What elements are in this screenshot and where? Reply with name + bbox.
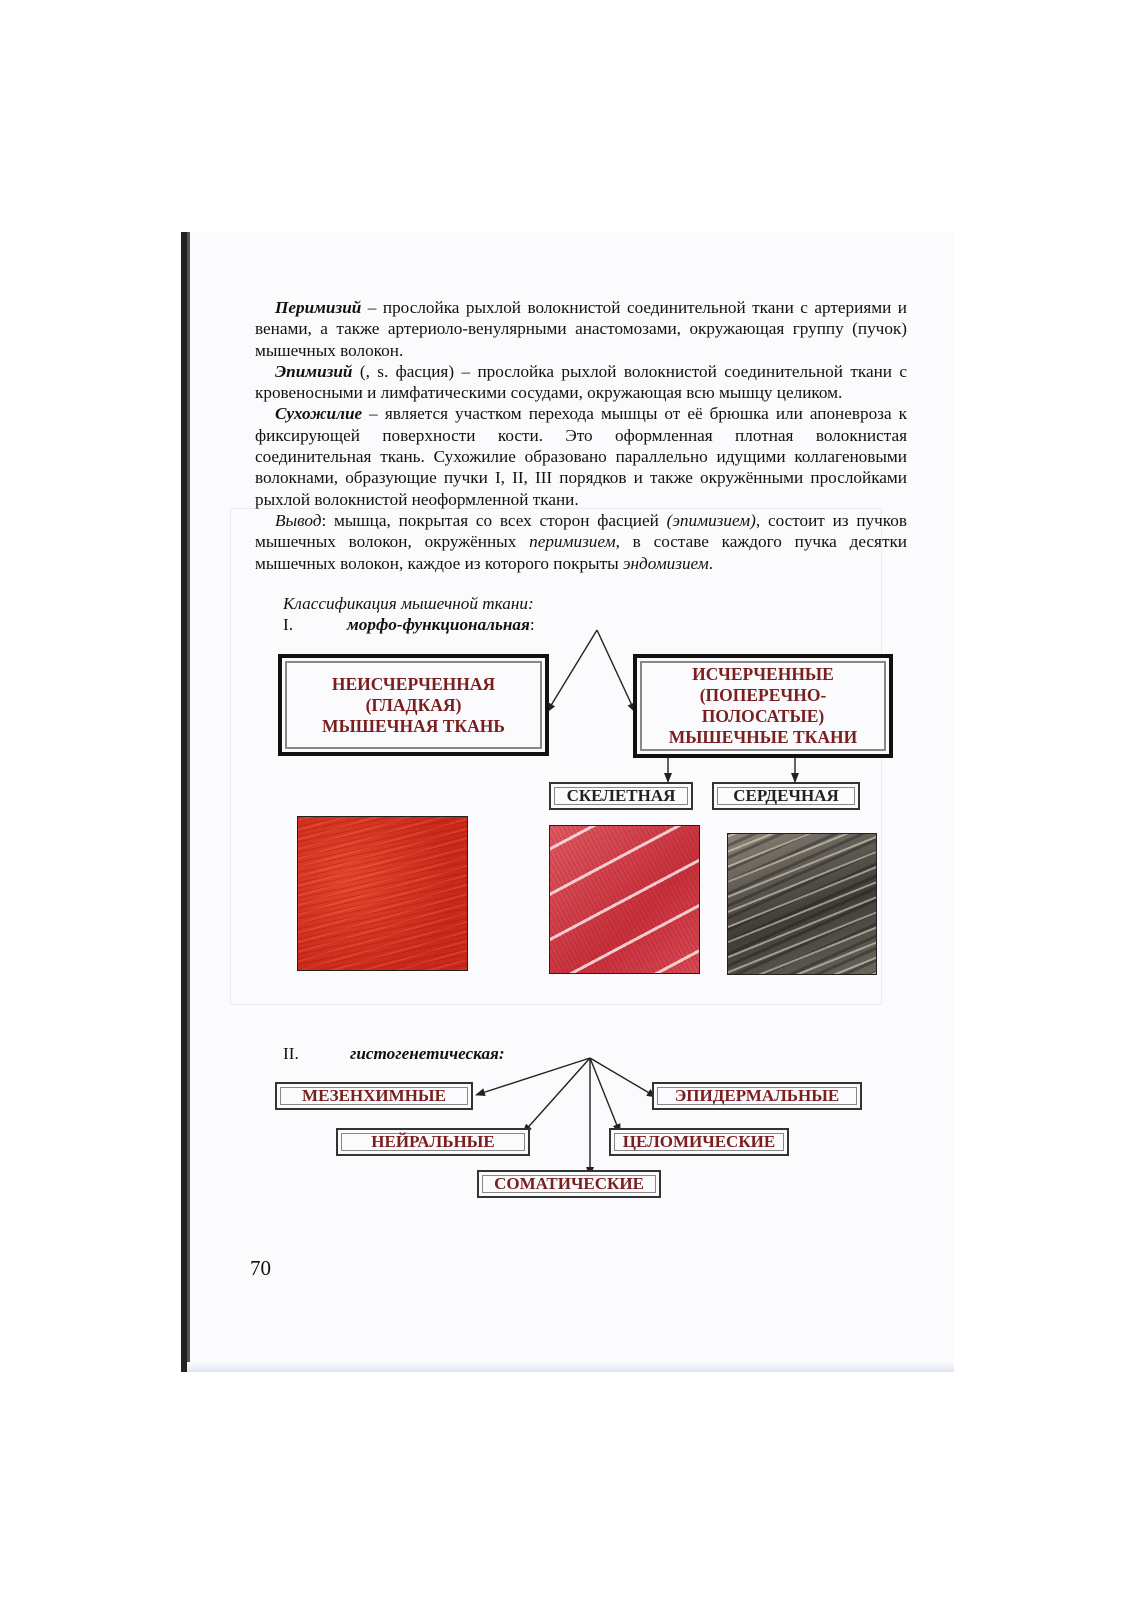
smooth-muscle-micrograph [297, 816, 468, 971]
coelomic-label: ЦЕЛОМИЧЕСКИЕ [622, 1132, 776, 1151]
classification-i-number: I. [283, 615, 294, 634]
classification-ii-number: II. [283, 1044, 299, 1063]
classification-i-label: морфо-функциональная [347, 615, 530, 634]
cardiac-box [712, 782, 860, 810]
term-epimysium: Эпимизий [275, 361, 353, 381]
classification-title: Классификация мышечной ткани: [283, 594, 534, 613]
paragraph-conclusion [255, 510, 907, 574]
mesenchymal-label: МЕЗЕНХИМНЫЕ [302, 1086, 446, 1105]
body-text [255, 297, 907, 574]
coelomic-box [609, 1128, 789, 1156]
striated-muscle-box [633, 654, 893, 758]
classification-i-line [347, 615, 535, 635]
conclusion-epimysium: (эпимизием) [666, 510, 756, 530]
smooth-muscle-box [278, 654, 549, 756]
conclusion-part-e: , в составе каждого пучка десятки мышечных волокон, каждое из которого покрыты [255, 532, 907, 573]
page-number: 70 [250, 1256, 271, 1280]
conclusion-lead: Вывод [275, 510, 322, 530]
term-tendon: Сухожилие [275, 404, 363, 424]
definition-perimysium: – прослойка рыхлой волокнистой соединительной ткани с артериями и венами, а также артериоло-венулярными анастомозами, окружающая группу (пучок) мышечных волокон. [255, 298, 907, 360]
cardiac-label: СЕРДЕЧНАЯ [733, 786, 839, 805]
striated-muscle-label: ИСЧЕРЧЕННЫЕ (ПОПЕРЕЧНО- ПОЛОСАТЫЕ) МЫШЕЧНЫЕ ТКАНИ [668, 664, 858, 747]
somatic-box [477, 1170, 661, 1198]
paragraph-tendon [255, 403, 907, 509]
skeletal-muscle-micrograph [549, 825, 700, 974]
cardiac-muscle-micrograph [727, 833, 877, 975]
neural-box [336, 1128, 530, 1156]
skeletal-label: СКЕЛЕТНАЯ [566, 786, 676, 805]
epidermal-box [652, 1082, 862, 1110]
paragraph-perimysium [255, 297, 907, 361]
neural-label: НЕЙРАЛЬНЫЕ [371, 1132, 495, 1151]
conclusion-endomysium: эндомизием [622, 553, 709, 573]
conclusion-part-c: , состоит из пучков мышечных волокон, окружённых [255, 510, 907, 552]
classification-ii-label: гистогенетическая: [350, 1044, 505, 1063]
conclusion-part-a: : мышца, покрытая со всех сторон фасцией [321, 510, 667, 530]
conclusion-end: . [708, 553, 714, 573]
skeletal-box [549, 782, 693, 810]
epidermal-label: ЭПИДЕРМАЛЬНЫЕ [674, 1086, 840, 1105]
term-perimysium: Перимизий [275, 298, 362, 317]
definition-tendon: – является участком перехода мышцы от её брюшка или апоневроза к фиксирующей поверхности кости. Это оформленная плотная волокнистая соединительная ткань. Сухожилие образовано параллельно идущими коллагеновыми волокнами, образующие пучки I, II, III порядков и также окружёнными прослойками рыхлой волокнистой неоформленной ткани. [255, 404, 907, 509]
definition-epimysium: (, s. фасция) – прослойка рыхлой волокнистой соединительной ткани с кровеносными и лимфатическими сосудами, окружающая всю мышцу целиком. [255, 361, 907, 403]
smooth-muscle-label: НЕИСЧЕРЧЕННАЯ (ГЛАДКАЯ) МЫШЕЧНАЯ ТКАНЬ [322, 673, 505, 736]
classification-i-colon: : [529, 615, 535, 634]
somatic-label: СОМАТИЧЕСКИЕ [494, 1174, 644, 1193]
paragraph-epimysium [255, 361, 907, 404]
conclusion-perimysium: перимизием [529, 532, 616, 552]
mesenchymal-box [275, 1082, 473, 1110]
